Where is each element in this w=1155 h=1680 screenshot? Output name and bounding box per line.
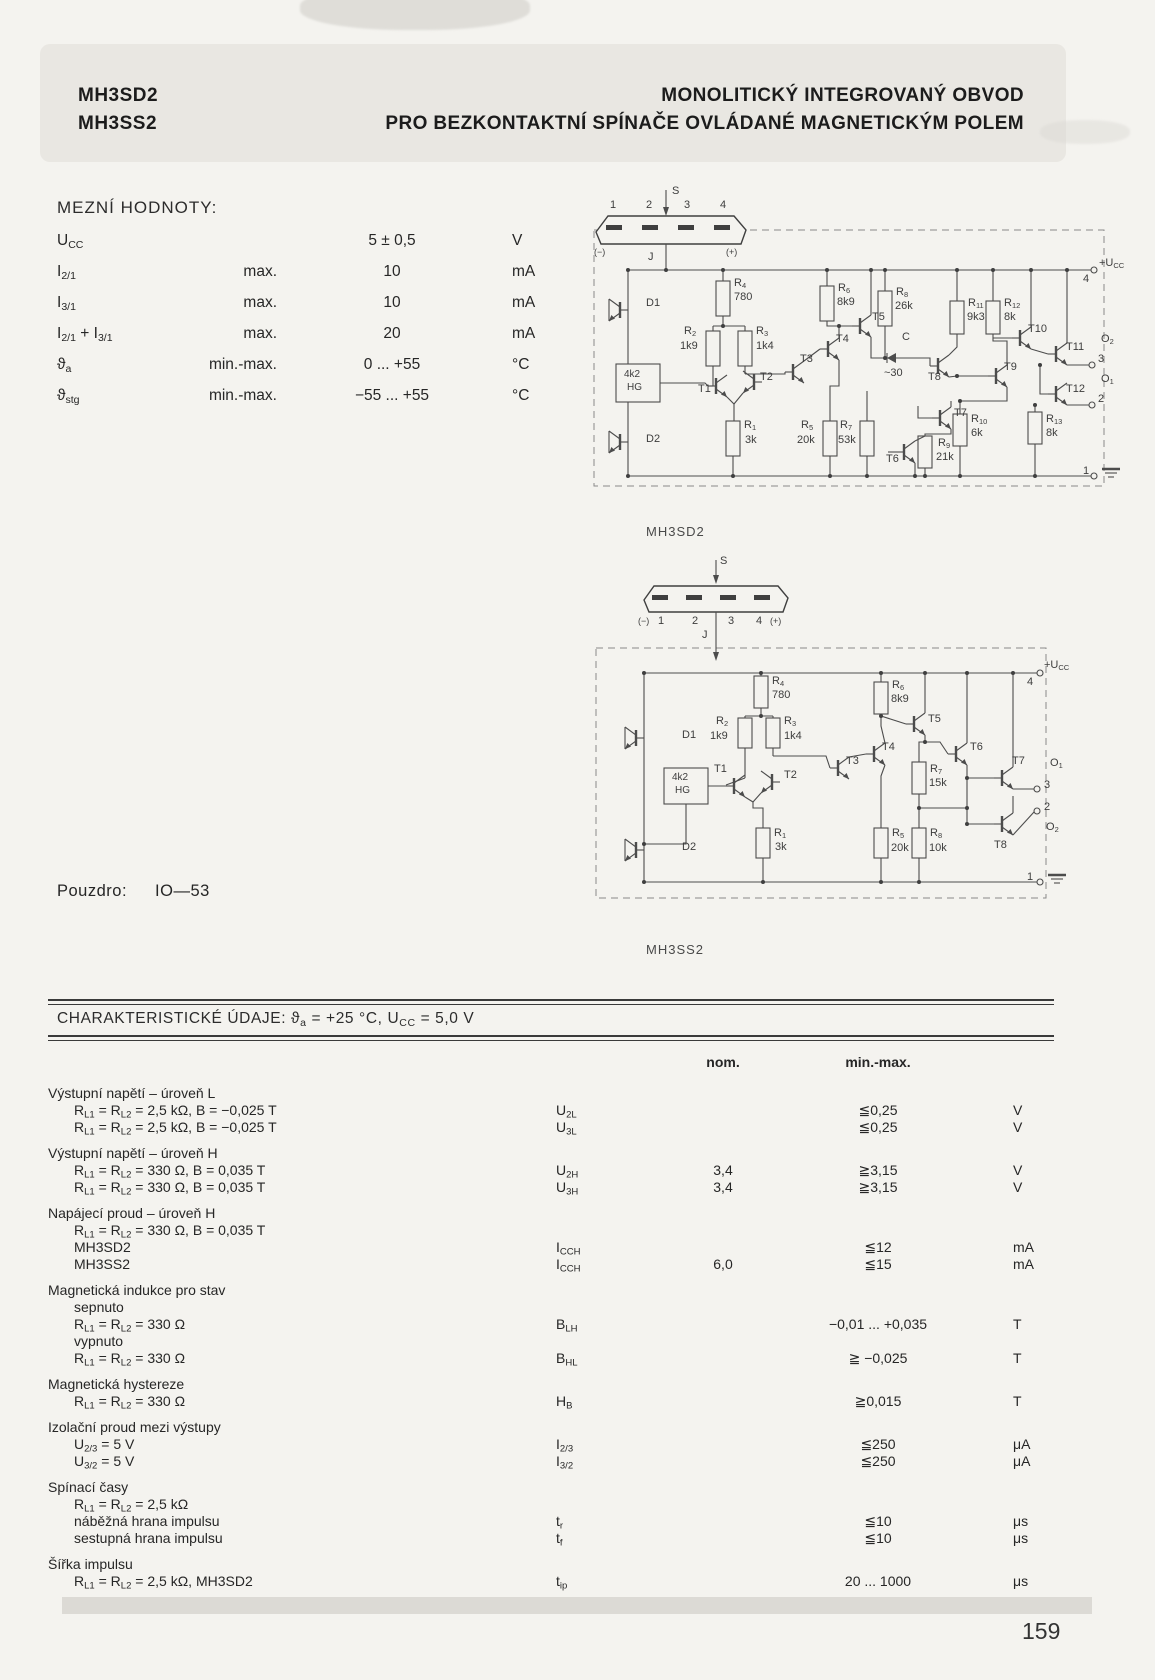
limit-unit: mA [512, 294, 536, 311]
schematic-label: $R_2$ [684, 325, 697, 339]
part-number-1: MH3SD2 [78, 85, 159, 106]
schematic-label: T8 [994, 839, 1007, 851]
rule-below-heading [48, 1035, 1054, 1041]
char-minmax-value: ≧0,015 [854, 1393, 902, 1409]
ground-icon [1048, 875, 1066, 883]
limit-symbol: $I_{2/1} + I_{3/1}$ [57, 325, 113, 344]
schematic-label: $O_2$ [1046, 821, 1059, 835]
characteristics-table [48, 1050, 1110, 1590]
char-minmax-value: ≦10 [864, 1513, 892, 1529]
schematic-label: 1k9 [710, 730, 728, 742]
schematic-label: T10 [1028, 323, 1047, 335]
char-row [48, 1496, 1110, 1513]
schematic-mh3sd2 [588, 186, 1128, 516]
schematic-label: T4 [882, 741, 895, 753]
char-minmax-value: ≦10 [864, 1530, 892, 1546]
page-title [300, 82, 1024, 138]
char-minmax-value: ≦250 [860, 1436, 896, 1452]
char-row [48, 1573, 1110, 1590]
schematic-label: 15k [929, 777, 947, 789]
schematic-label: T5 [872, 311, 885, 323]
schematic-label: C [902, 331, 910, 343]
char-unit: mA [1013, 1239, 1034, 1255]
schematic-label: $R_5$ [892, 827, 905, 841]
limit-symbol: $I_{3/1}$ [57, 294, 76, 313]
char-row-text: MH3SD2 [74, 1239, 131, 1255]
limits-row [57, 319, 617, 350]
limit-unit: °C [512, 387, 530, 404]
package-outline [596, 216, 746, 244]
schematic-label: $R_8$ [896, 286, 909, 300]
char-minmax-value: ≧ −0,025 [848, 1350, 908, 1366]
terminal-ucc [1037, 670, 1043, 676]
schematic-label: S [720, 555, 728, 567]
char-row [48, 1179, 1110, 1196]
limit-symbol: $ϑ_{stg}$ [57, 387, 80, 406]
char-symbol: $I_{CCH}$ [556, 1239, 581, 1258]
char-row-text: Napájecí proud – úroveň H [48, 1205, 216, 1221]
char-minmax-value: 20 ... 1000 [844, 1573, 912, 1589]
char-symbol: $I_{3/2}$ [556, 1453, 574, 1472]
schematic-label: (+) [726, 247, 738, 257]
scan-blob-right [1040, 120, 1130, 144]
limit-symbol: $I_{2/1}$ [57, 263, 76, 282]
char-row-text: Spínací časy [48, 1479, 129, 1495]
char-row-text: $R_{L1} = R_{L2} = 2,5$ kΩ, B = −0,025 T [74, 1102, 277, 1121]
schematic-caption-mh3sd2: MH3SD2 [646, 524, 705, 539]
schematic-label: 8k [1046, 427, 1058, 439]
schematic-label: T7 [1012, 755, 1025, 767]
char-row-text: $R_{L1} = R_{L2} = 330$ Ω, B = 0,035 T [74, 1222, 266, 1241]
char-row [48, 1282, 1110, 1299]
schematic-label: 1 [610, 199, 617, 211]
package-note-label: Pouzdro: [57, 882, 128, 900]
char-unit: μA [1013, 1453, 1031, 1469]
char-row-text: Izolační proud mezi výstupy [48, 1419, 221, 1435]
schematic-label: $R_{11}$ [968, 297, 984, 311]
char-row-text: Výstupní napětí – úroveň L [48, 1085, 216, 1101]
characteristics-rows [48, 1085, 1110, 1590]
limit-unit: mA [512, 325, 536, 342]
char-symbol: $t_{ip}$ [556, 1573, 568, 1592]
char-symbol: $U_{2H}$ [556, 1162, 579, 1181]
schematic-label: 20k [797, 434, 815, 446]
char-row [48, 1222, 1110, 1239]
char-row-text: vypnuto [74, 1333, 124, 1349]
schematic-label: 780 [772, 689, 791, 701]
char-row [48, 1436, 1110, 1453]
limits-row [57, 257, 617, 288]
schematic-label: $+U_{CC}$ [1044, 659, 1070, 673]
limit-condition: max. [243, 263, 277, 280]
schematic-label: $R_7$ [840, 419, 853, 433]
scan-blob-top [300, 0, 530, 30]
limit-condition: max. [243, 294, 277, 311]
schematic-label: 10k [929, 842, 947, 854]
col-header-minmax: min.-max. [845, 1054, 911, 1070]
schematic-label: 3k [745, 434, 757, 446]
schematic-label: D2 [682, 841, 697, 853]
char-symbol: $U_{3H}$ [556, 1179, 579, 1198]
char-row [48, 1239, 1110, 1256]
schematic-label: T1 [714, 763, 727, 775]
schematic-label: T11 [1066, 341, 1085, 353]
char-minmax-value: ≦0,25 [858, 1119, 898, 1135]
limit-unit: mA [512, 263, 536, 280]
schematic-label: 1k4 [756, 340, 774, 352]
terminal-pin1 [1091, 473, 1097, 479]
schematic-label: 4 [720, 199, 727, 211]
ground-icon [1102, 469, 1120, 477]
schematic-label: 1k4 [784, 730, 802, 742]
char-symbol: $B_{HL}$ [556, 1350, 578, 1369]
char-row-text: sestupná hrana impulsu [74, 1530, 223, 1546]
char-unit: T [1013, 1316, 1022, 1332]
terminal-pin2 [1089, 402, 1095, 408]
schematic-label: 4k2 [624, 369, 641, 380]
schematic-linework-mh3ss2 [588, 556, 1128, 926]
char-minmax-value: ≦250 [860, 1453, 896, 1469]
char-row-text: náběžná hrana impulsu [74, 1513, 220, 1529]
schematic-label: 1k9 [680, 340, 698, 352]
schematic-label: HG [675, 785, 690, 796]
title-line-1: MONOLITICKÝ INTEGROVANÝ OBVOD [661, 85, 1024, 106]
char-unit: V [1013, 1179, 1023, 1195]
schematic-label: 1 [658, 615, 665, 627]
schematic-label: T3 [800, 353, 813, 365]
terminal-pin3 [1034, 786, 1040, 792]
col-header-nom: nom. [706, 1054, 740, 1070]
char-row-text: $R_{L1} = R_{L2} = 330$ Ω, B = 0,035 T [74, 1179, 266, 1198]
schematic-label: 3 [728, 615, 735, 627]
field-arrow [663, 190, 669, 216]
schematic-label: D2 [646, 433, 661, 445]
schematic-label: 21k [936, 451, 954, 463]
rule-top [48, 999, 1054, 1005]
schematic-label: $R_3$ [756, 325, 769, 339]
schematic-label: 4 [1083, 273, 1090, 285]
limits-row [57, 381, 617, 412]
limit-value: 0 ... +55 [363, 356, 421, 373]
schematic-label: 8k [1004, 311, 1016, 323]
char-row-text: $R_{L1} = R_{L2} = 2,5$ kΩ, MH3SD2 [74, 1573, 253, 1592]
char-row [48, 1376, 1110, 1393]
schematic-label: 780 [734, 291, 753, 303]
terminal-pin3 [1089, 362, 1095, 368]
schematic-label: 6k [971, 427, 983, 439]
schematic-label: $R_6$ [892, 679, 905, 693]
char-unit: μA [1013, 1436, 1031, 1452]
schematic-label: T1 [698, 383, 711, 395]
char-row [48, 1419, 1110, 1436]
char-row [48, 1350, 1110, 1367]
char-unit: V [1013, 1162, 1023, 1178]
char-row-text: Magnetická hystereze [48, 1376, 185, 1392]
package-outline [644, 586, 788, 612]
char-row [48, 1393, 1110, 1410]
char-row [48, 1299, 1110, 1316]
char-unit: μs [1013, 1573, 1029, 1589]
schematic-label: D1 [646, 297, 661, 309]
char-minmax-value: ≧3,15 [858, 1162, 898, 1178]
char-symbol: $I_{2/3}$ [556, 1436, 574, 1455]
schematic-label: T6 [970, 741, 983, 753]
schematic-label: $R_{12}$ [1004, 297, 1021, 311]
schematic-label: $O_2$ [1101, 333, 1114, 347]
char-row [48, 1145, 1110, 1162]
schematic-label: T9 [1004, 361, 1017, 373]
char-unit: V [1013, 1119, 1023, 1135]
limits-table [57, 226, 617, 412]
char-row-text: Šířka impulsu [48, 1556, 133, 1572]
schematic-label: 4 [756, 615, 763, 627]
char-row-text: Výstupní napětí – úroveň H [48, 1145, 218, 1161]
char-row-text: $R_{L1} = R_{L2} = 330$ Ω [74, 1350, 186, 1369]
schematic-label: $R_4$ [734, 277, 747, 291]
schematic-label: 26k [895, 300, 913, 312]
schematic-label: S [672, 185, 680, 197]
char-minmax-value: −0,01 ... +0,035 [828, 1316, 928, 1332]
schematic-label: $R_5$ [801, 419, 814, 433]
char-row [48, 1530, 1110, 1547]
char-row-text: $U_{3/2} = 5$ V [74, 1453, 135, 1472]
schematic-label: 2 [1044, 801, 1051, 813]
char-nom-value: 3,4 [713, 1162, 733, 1178]
schematic-label: $R_{10}$ [971, 413, 988, 427]
terminal-pin1 [1037, 879, 1043, 885]
schematic-label: $R_6$ [838, 282, 851, 296]
characteristics-heading: CHARAKTERISTICKÉ ÚDAJE: $ϑ_a = +25$ °C, $U_{CC} = 5,0$ V [57, 1010, 475, 1029]
part-number-2: MH3SS2 [78, 113, 158, 134]
limit-value: 5 ± 0,5 [368, 232, 416, 249]
schematic-label: (+) [770, 616, 782, 626]
char-row [48, 1205, 1110, 1222]
schematic-label: 20k [891, 842, 909, 854]
char-row [48, 1102, 1110, 1119]
char-unit: V [1013, 1102, 1023, 1118]
schematic-label: HG [627, 382, 642, 393]
schematic-label: $R_8$ [930, 827, 943, 841]
char-row-text: MH3SS2 [74, 1256, 131, 1272]
char-unit: μs [1013, 1530, 1029, 1546]
schematic-label: 1 [1027, 871, 1034, 883]
schematic-label: 9k3 [967, 311, 985, 323]
schematic-label: $R_4$ [772, 675, 785, 689]
char-unit: μs [1013, 1513, 1029, 1529]
schematic-label: T2 [784, 769, 797, 781]
schematic-label: 2 [692, 615, 699, 627]
char-row-text: $R_{L1} = R_{L2} = 2,5$ kΩ [74, 1496, 189, 1515]
page-number: 159 [1022, 1618, 1061, 1644]
char-symbol: $U_{3L}$ [556, 1119, 577, 1138]
limit-symbol: $U_{CC}$ [57, 232, 84, 251]
schematic-label: T12 [1066, 383, 1085, 395]
char-unit: T [1013, 1350, 1022, 1366]
schematic-label: T3 [846, 755, 859, 767]
schematic-label: (−) [594, 247, 606, 257]
limits-row [57, 350, 617, 381]
char-row [48, 1316, 1110, 1333]
schematic-label: 4k2 [672, 772, 689, 783]
char-symbol: $U_{2L}$ [556, 1102, 577, 1121]
terminal-ucc [1091, 267, 1097, 273]
char-row-text: sepnuto [74, 1299, 124, 1315]
schematic-label: $R_2$ [716, 715, 729, 729]
terminal-pin2 [1034, 808, 1040, 814]
schematic-label: $R_{13}$ [1046, 413, 1063, 427]
char-minmax-value: ≦15 [864, 1256, 892, 1272]
schematic-label: 4 [1027, 676, 1034, 688]
schematic-label: T2 [760, 371, 773, 383]
char-row [48, 1119, 1110, 1136]
limit-symbol: $ϑ_a$ [57, 356, 72, 375]
char-row-text: $R_{L1} = R_{L2} = 330$ Ω [74, 1393, 186, 1412]
schematic-label: $R_3$ [784, 715, 797, 729]
char-symbol: $H_B$ [556, 1393, 573, 1412]
limits-row [57, 288, 617, 319]
characteristics-column-headers [48, 1050, 1110, 1076]
schematic-label: T5 [928, 713, 941, 725]
title-line-2: PRO BEZKONTAKTNÍ SPÍNAČE OVLÁDANÉ MAGNETICKÝM POLEM [385, 113, 1024, 134]
schematic-label: $O_1$ [1050, 757, 1063, 771]
char-nom-value: 3,4 [713, 1179, 733, 1195]
schematic-label: 2 [646, 199, 653, 211]
schematic-label: 3 [1098, 353, 1105, 365]
schematic-label: (−) [638, 616, 650, 626]
schematic-linework-mh3sd2 [588, 186, 1128, 516]
schematic-caption-mh3ss2: MH3SS2 [646, 942, 705, 957]
schematic-label: T4 [836, 333, 849, 345]
schematic-label: 3k [775, 841, 787, 853]
char-row [48, 1162, 1110, 1179]
schematic-label: 3 [684, 199, 691, 211]
limit-value: 20 [383, 325, 401, 342]
schematic-label: D1 [682, 729, 697, 741]
char-row [48, 1556, 1110, 1573]
schematic-label: J [648, 251, 654, 263]
char-row-text: $U_{2/3} = 5$ V [74, 1436, 135, 1455]
schematic-label: $+U_{CC}$ [1099, 257, 1125, 271]
schematic-label: ~30 [884, 367, 903, 379]
scan-bottom-bar [62, 1597, 1092, 1614]
schematic-label: $R_1$ [774, 827, 787, 841]
limit-value: 10 [383, 294, 401, 311]
char-unit: mA [1013, 1256, 1034, 1272]
limits-row [57, 226, 617, 257]
schematic-label: T7 [954, 407, 967, 419]
char-row-text: $R_{L1} = R_{L2} = 330$ Ω, B = 0,035 T [74, 1162, 266, 1181]
char-symbol: $B_{LH}$ [556, 1316, 578, 1335]
char-row [48, 1256, 1110, 1273]
schematic-mh3ss2 [588, 556, 1128, 926]
char-symbol: $I_{CCH}$ [556, 1256, 581, 1275]
schematic-label: J [702, 629, 708, 641]
schematic-label: 3 [1044, 779, 1051, 791]
char-row-text: $R_{L1} = R_{L2} = 2,5$ kΩ, B = −0,025 T [74, 1119, 277, 1138]
char-minmax-value: ≦12 [864, 1239, 892, 1255]
limit-condition: min.-max. [208, 356, 277, 373]
char-row-text: Magnetická indukce pro stav [48, 1282, 226, 1298]
char-nom-value: 6,0 [713, 1256, 733, 1272]
package-note-value: IO—53 [155, 882, 210, 900]
limit-value: −55 ... +55 [354, 387, 430, 404]
schematic-label: T8 [928, 371, 941, 383]
limit-condition: min.-max. [208, 387, 277, 404]
char-minmax-value: ≦0,25 [858, 1102, 898, 1118]
char-row-text: $R_{L1} = R_{L2} = 330$ Ω [74, 1316, 186, 1335]
limit-unit: °C [512, 356, 530, 373]
char-row [48, 1085, 1110, 1102]
schematic-label: $R_1$ [744, 419, 757, 433]
char-row [48, 1479, 1110, 1496]
schematic-label: 2 [1098, 393, 1105, 405]
package-note [57, 882, 210, 901]
char-row [48, 1513, 1110, 1530]
schematic-label: $R_7$ [930, 763, 943, 777]
part-numbers [78, 82, 158, 138]
schematic-label: $R_9$ [938, 437, 951, 451]
limit-unit: V [512, 232, 523, 249]
char-symbol: $t_f$ [556, 1530, 563, 1549]
char-minmax-value: ≧3,15 [858, 1179, 898, 1195]
limit-condition: max. [243, 325, 277, 342]
schematic-label: $O_1$ [1101, 373, 1114, 387]
schematic-label: T6 [886, 453, 899, 465]
char-symbol: $t_r$ [556, 1513, 564, 1532]
schematic-label: 8k9 [837, 296, 855, 308]
limits-heading: MEZNÍ HODNOTY: [57, 198, 218, 217]
char-row [48, 1333, 1110, 1350]
char-row [48, 1453, 1110, 1470]
schematic-label: 8k9 [891, 693, 909, 705]
limit-value: 10 [383, 263, 401, 280]
char-unit: T [1013, 1393, 1022, 1409]
schematic-label: 1 [1083, 465, 1090, 477]
schematic-label: 53k [838, 434, 856, 446]
